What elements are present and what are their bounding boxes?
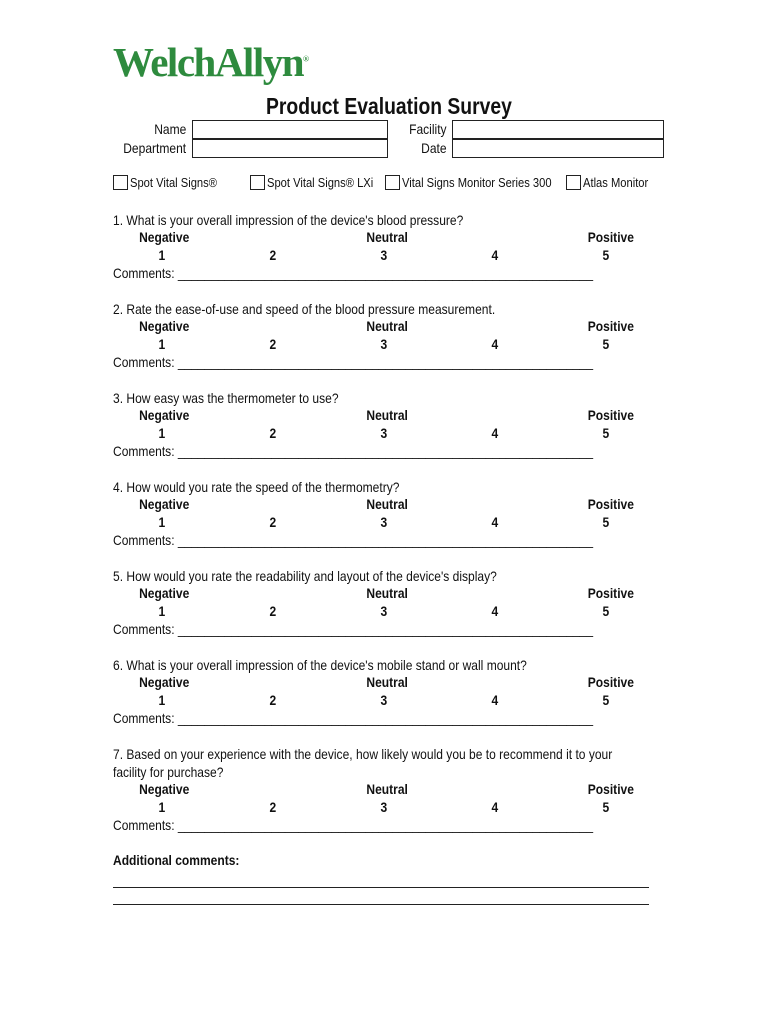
scale-neutral-label: Neutral	[366, 585, 408, 601]
rating-option-1[interactable]: 1	[158, 336, 166, 352]
rating-option-5[interactable]: 5	[602, 603, 610, 619]
product-checkbox-spot-vital-signs-lxi[interactable]: Spot Vital Signs® LXi	[250, 175, 391, 190]
rating-scale	[113, 496, 673, 532]
scale-neutral-label: Neutral	[366, 407, 408, 423]
scale-negative-label: Negative	[139, 781, 190, 797]
scale-negative-label: Negative	[139, 229, 190, 245]
scale-positive-label: Positive	[587, 318, 634, 334]
scale-positive-label: Positive	[587, 496, 634, 512]
rating-option-1[interactable]: 1	[158, 603, 166, 619]
comments-line[interactable]: Comments: ______________________________________________________________	[113, 710, 594, 726]
question-text: 5. How would you rate the readability and layout of the device's display?	[113, 568, 497, 584]
page-title: Product Evaluation Survey	[266, 93, 512, 119]
survey-question-4	[113, 478, 673, 548]
rating-option-3[interactable]: 3	[380, 692, 388, 708]
rating-option-2[interactable]: 2	[269, 336, 277, 352]
scale-neutral-label: Neutral	[366, 318, 408, 334]
scale-neutral-label: Neutral	[366, 781, 408, 797]
rating-option-1[interactable]: 1	[158, 247, 166, 263]
rating-scale	[113, 318, 673, 354]
rating-scale	[113, 229, 673, 265]
product-checkbox-atlas-monitor[interactable]: Atlas Monitor	[566, 175, 659, 190]
checkbox-box[interactable]	[113, 175, 128, 190]
rating-option-2[interactable]: 2	[269, 692, 277, 708]
rating-scale	[113, 585, 673, 621]
comments-line[interactable]: Comments: ______________________________________________________________	[113, 265, 594, 281]
rating-option-4[interactable]: 4	[491, 425, 499, 441]
rating-option-3[interactable]: 3	[380, 336, 388, 352]
comments-line[interactable]: Comments: ______________________________________________________________	[113, 532, 594, 548]
rating-option-4[interactable]: 4	[491, 247, 499, 263]
rating-option-5[interactable]: 5	[602, 799, 610, 815]
rating-option-3[interactable]: 3	[380, 514, 388, 530]
rating-scale	[113, 407, 673, 443]
rating-option-1[interactable]: 1	[158, 692, 166, 708]
scale-positive-label: Positive	[587, 674, 634, 690]
rating-option-2[interactable]: 2	[269, 247, 277, 263]
checkbox-box[interactable]	[250, 175, 265, 190]
product-checkbox-row	[0, 175, 770, 195]
welch-allyn-logo	[113, 38, 309, 86]
additional-comments-label: Additional comments:	[113, 852, 240, 868]
additional-comments-line-1[interactable]	[113, 887, 649, 888]
comments-line[interactable]: Comments: ______________________________________________________________	[113, 817, 594, 833]
question-text: 2. Rate the ease-of-use and speed of the blood pressure measurement.	[113, 301, 496, 317]
question-text: 3. How easy was the thermometer to use?	[113, 390, 339, 406]
scale-neutral-label: Neutral	[366, 496, 408, 512]
comments-line[interactable]: Comments: ______________________________________________________________	[113, 621, 594, 637]
survey-question-6	[113, 656, 673, 726]
comments-line[interactable]: Comments: ______________________________________________________________	[113, 354, 594, 370]
survey-question-7	[113, 745, 673, 833]
rating-option-3[interactable]: 3	[380, 247, 388, 263]
comments-line[interactable]: Comments: ______________________________________________________________	[113, 443, 594, 459]
date-label: Date	[421, 140, 447, 156]
scale-negative-label: Negative	[139, 318, 190, 334]
rating-option-2[interactable]: 2	[269, 603, 277, 619]
survey-question-5	[113, 567, 673, 637]
survey-question-1	[113, 211, 673, 281]
facility-field[interactable]	[452, 120, 664, 139]
department-label: Department	[123, 140, 186, 156]
survey-question-2	[113, 300, 673, 370]
question-text: 1. What is your overall impression of the device's blood pressure?	[113, 212, 464, 228]
question-text: 6. What is your overall impression of the device's mobile stand or wall mount?	[113, 657, 527, 673]
rating-option-4[interactable]: 4	[491, 692, 499, 708]
rating-option-4[interactable]: 4	[491, 603, 499, 619]
rating-scale	[113, 674, 673, 710]
facility-label: Facility	[409, 121, 447, 137]
rating-option-5[interactable]: 5	[602, 425, 610, 441]
product-checkbox-vsm-300[interactable]: Vital Signs Monitor Series 300	[385, 175, 576, 190]
scale-neutral-label: Neutral	[366, 229, 408, 245]
scale-negative-label: Negative	[139, 674, 190, 690]
scale-positive-label: Positive	[587, 229, 634, 245]
question-text: 4. How would you rate the speed of the thermometry?	[113, 479, 400, 495]
scale-negative-label: Negative	[139, 407, 190, 423]
scale-positive-label: Positive	[587, 407, 634, 423]
survey-question-3	[113, 389, 673, 459]
rating-option-5[interactable]: 5	[602, 692, 610, 708]
rating-option-2[interactable]: 2	[269, 425, 277, 441]
rating-option-1[interactable]: 1	[158, 425, 166, 441]
checkbox-box[interactable]	[385, 175, 400, 190]
date-field[interactable]	[452, 139, 664, 158]
scale-negative-label: Negative	[139, 585, 190, 601]
checkbox-box[interactable]	[566, 175, 581, 190]
rating-option-3[interactable]: 3	[380, 799, 388, 815]
rating-option-5[interactable]: 5	[602, 336, 610, 352]
rating-option-2[interactable]: 2	[269, 514, 277, 530]
scale-neutral-label: Neutral	[366, 674, 408, 690]
name-label: Name	[153, 121, 186, 137]
rating-option-4[interactable]: 4	[491, 514, 499, 530]
rating-scale	[113, 781, 673, 817]
rating-option-3[interactable]: 3	[380, 425, 388, 441]
rating-option-4[interactable]: 4	[491, 336, 499, 352]
rating-option-3[interactable]: 3	[380, 603, 388, 619]
rating-option-1[interactable]: 1	[158, 514, 166, 530]
question-text: 7. Based on your experience with the device, how likely would you be to recommend it to your facility for purchase?	[113, 746, 613, 780]
additional-comments-line-2[interactable]	[113, 904, 649, 905]
logo-registered-mark: ®	[303, 54, 310, 64]
product-checkbox-spot-vital-signs[interactable]: Spot Vital Signs®	[113, 175, 231, 190]
rating-option-5[interactable]: 5	[602, 514, 610, 530]
rating-option-5[interactable]: 5	[602, 247, 610, 263]
rating-option-1[interactable]: 1	[158, 799, 166, 815]
scale-negative-label: Negative	[139, 496, 190, 512]
rating-option-4[interactable]: 4	[491, 799, 499, 815]
scale-positive-label: Positive	[587, 585, 634, 601]
logo-text: WelchAllyn	[113, 39, 304, 85]
rating-option-2[interactable]: 2	[269, 799, 277, 815]
scale-positive-label: Positive	[587, 781, 634, 797]
